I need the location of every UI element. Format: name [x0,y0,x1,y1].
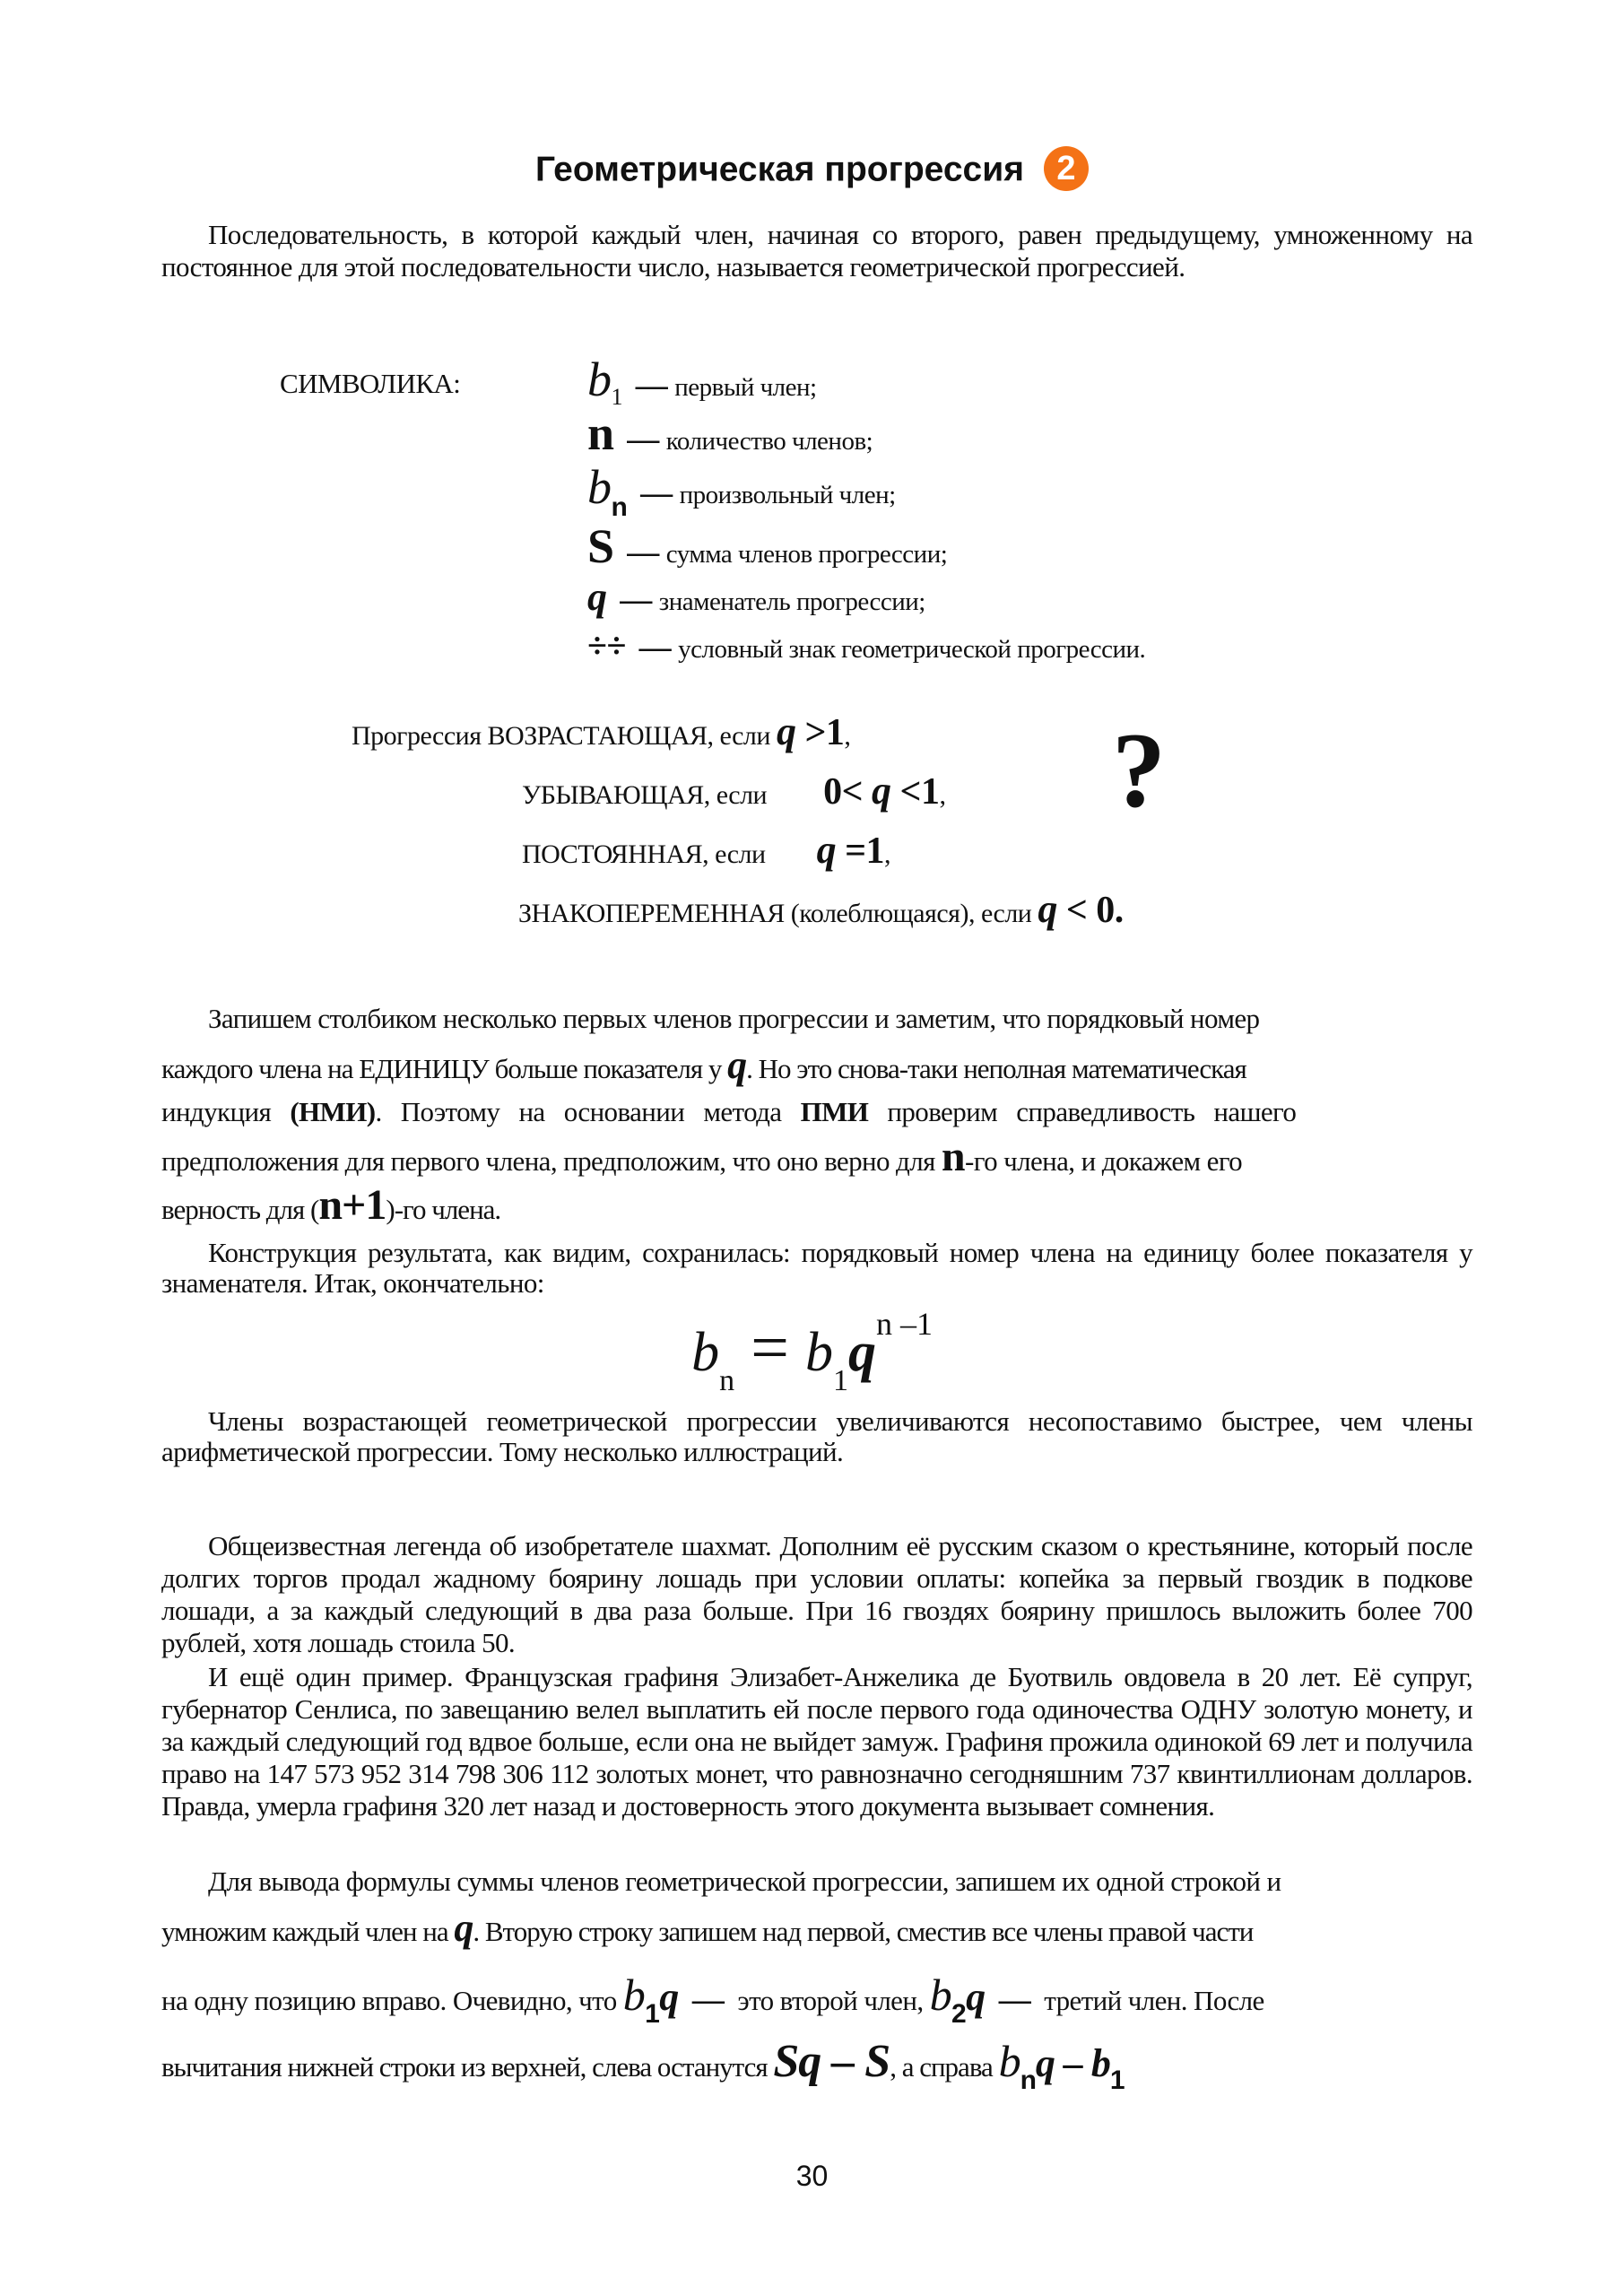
s-symbol-icon: S [587,519,614,573]
symbol-row-n [587,405,873,461]
type-name: ПОСТОЯННАЯ [522,839,703,869]
pmi-abbrev: ПМИ [800,1096,869,1127]
dash: — [638,629,672,665]
dash: — [620,581,652,617]
n-symbol-icon: n [587,406,614,460]
text: индукция [161,1096,291,1127]
text: проверим справедливость нашего [868,1096,1297,1127]
symbol-row-q [587,574,925,620]
classification-row-decreasing [522,768,945,813]
bnq-minus-b1-expression: q – b [1035,2041,1110,2085]
b-symbol-icon: b [691,1322,720,1383]
condition: <1 [890,771,940,813]
geometric-progression-sign-icon: ÷÷ [587,625,626,665]
q-symbol-icon: q [776,709,796,753]
subscript: n [719,1364,735,1397]
symbol-row-geometric-sign [587,624,1145,666]
subscript: n [611,492,628,522]
text: , а справа [890,2051,999,2083]
subscript: 2 [951,1999,967,2029]
classification-row-constant [522,827,890,873]
q-symbol-icon: q [659,1975,679,2019]
induction-line-4 [161,1133,1472,1180]
symbol-description: условный знак геометрической прогрессии. [678,635,1146,664]
dash: — [627,421,659,457]
type-name: УБЫВАЮЩАЯ [522,780,704,810]
symbol-description: количество членов; [665,427,873,456]
q-symbol-icon: q [587,575,607,619]
symbol-description: первый член; [674,373,817,402]
exponent: n –1 [875,1306,933,1342]
text: )-го члена. [386,1194,501,1225]
symbol-description: знаменатель прогрессии; [658,587,925,616]
dash: — [640,474,673,510]
condition: >1 [795,712,845,753]
chess-legend-paragraph: Общеизвестная легенда об изобретателе шахмат. Дополним её русским сказом о крестьянине, который после долгих торгов продал жадному боярину лошадь при условии оплаты: копейка за первый гвоздик в подкове лошади, а за каждый следующий в два раза больше. При 16 гвоздях боярину пришлось выложить более 700 рублей, хотя лошадь стоила 50. [161,1530,1472,1658]
induction-line-5 [161,1181,1472,1229]
n-symbol-icon: n [941,1133,965,1180]
dash: — [691,1981,725,2017]
if-word: , если [702,839,766,869]
symbol-description: произвольный член; [679,481,896,509]
text: умножим каждый член на [161,1916,455,1947]
construction-paragraph: Конструкция результата, как видим, сохранилась: порядковый номер члена на единицу более показателя у знаменателя. Итак, окончательно: [161,1237,1472,1299]
symbol-row-b1 [587,352,817,410]
sum-derivation-line-1: Для вывода формулы суммы членов геометрической прогрессии, запишем их одной строкой и [208,1866,1281,1897]
classification-row-alternating [518,886,1124,932]
text: вычитания нижней строки из верхней, слева останутся [161,2051,774,2083]
sq-minus-s-expression: Sq – S [773,2036,890,2087]
subscript: 1 [645,1999,660,2029]
q-symbol-icon: q [816,828,837,872]
b-symbol-icon: b [587,352,612,406]
text: . Поэтому на основании метода [375,1096,801,1127]
text: . Вторую строку запишем над первой, сместив все члены правой части [473,1916,1254,1947]
growth-paragraph: Члены возрастающей геометрической прогрессии увеличиваются несопоставимо быстрее, чем члены арифметической прогрессии. Тому несколько иллюстраций. [161,1405,1472,1467]
section-number-badge: 2 [1044,146,1089,191]
n-plus-1-expression: n+1 [318,1181,386,1229]
nmi-abbrev: (НМИ) [290,1096,376,1127]
text: верность для ( [161,1194,319,1225]
dash: — [627,534,659,570]
b-symbol-icon: b [929,1970,952,2020]
type-name: ЗНАКОПЕРЕМЕННАЯ [518,899,785,928]
text: каждого члена на ЕДИНИЦУ больше показателя у [161,1053,728,1084]
q-symbol-icon: q [454,1906,473,1950]
if-word: , если [707,721,770,751]
if-word: , если [968,899,1032,928]
symbolics-label: СИМВОЛИКА: [280,368,461,399]
question-mark-icon: ? [1112,710,1166,830]
condition: < 0 [1056,890,1115,931]
text: третий член. После [1038,1985,1264,2016]
b-symbol-icon: b [587,460,612,514]
b-symbol-icon: b [804,1322,833,1383]
text: предположения для первого члена, предположим, что оно верно для [161,1145,942,1177]
sum-derivation-line-3 [161,1970,1472,2029]
symbol-row-s [587,518,947,574]
symbol-row-bn [587,459,896,522]
punct: , [884,839,891,869]
text: это второй член, [731,1985,930,2016]
punct: . [1114,890,1124,931]
symbol-description: сумма членов прогрессии; [665,540,948,569]
condition-left: 0< [823,771,873,813]
definition-paragraph: Последовательность, в которой каждый член, начиная со второго, равен предыдущему, умноженному на постоянное для этой последовательности число, называется геометрической прогрессией. [161,219,1472,283]
countess-paragraph: И ещё один пример. Французская графиня Элизабет-Анжелика де Буотвиль овдовела в 20 лет. Её супруг, губернатор Сенлиса, по завещанию велел выплатить ей после первого года одиночества ОДНУ золотую монету, и за каждый следующий год вдвое больше, если она не выйдет замуж. Графиня прожила одинокой 69 лет и получила право на 147 573 952 314 798 306 112 золотых монет, что равнозначно сегодняшним 737 квинтиллионам долларов. Правда, умерла графиня 320 лет назад и достоверность этого документа вызывает сомнения. [161,1661,1472,1822]
q-symbol-icon: q [1038,887,1057,931]
q-symbol-icon: q [727,1043,747,1087]
punct: , [939,780,946,810]
page-number: 30 [795,2160,829,2192]
dash: — [998,1981,1031,2017]
if-word: , если [703,780,768,810]
title-text: Геометрическая прогрессия [535,150,1024,189]
text: -го члена, и докажем его [965,1145,1243,1177]
page-title [0,149,1624,194]
type-note: (колеблющаяся) [784,899,968,928]
q-symbol-icon: q [872,769,891,813]
subscript: 1 [832,1364,848,1397]
induction-line-3 [161,1096,1472,1128]
q-symbol-icon: q [966,1975,986,2019]
type-name: ВОЗРАСТАЮЩАЯ [487,721,708,751]
condition: =1 [836,831,885,872]
induction-line-1: Запишем столбиком несколько первых членов прогрессии и заметим, что порядковый номер [208,1003,1260,1034]
subscript: 1 [611,384,622,410]
equals-sign: = [751,1310,789,1386]
subscript: n [1020,2066,1036,2095]
sum-derivation-line-2 [161,1906,1472,1950]
text: на одну позицию вправо. Очевидно, что [161,1985,623,2016]
induction-line-2 [161,1043,1472,1087]
q-symbol-icon: q [847,1322,876,1383]
b-symbol-icon: b [622,1970,646,2020]
text: . Но это снова-таки неполная математическая [746,1053,1246,1084]
sum-derivation-line-4 [161,2036,1472,2095]
subscript: 1 [1109,2066,1125,2095]
dash: — [635,367,668,403]
classification-row-increasing [352,709,850,754]
punct: , [844,721,851,751]
b-symbol-icon: b [998,2036,1020,2086]
progression-lead: Прогрессия [352,721,482,751]
general-term-formula [0,1306,1624,1397]
